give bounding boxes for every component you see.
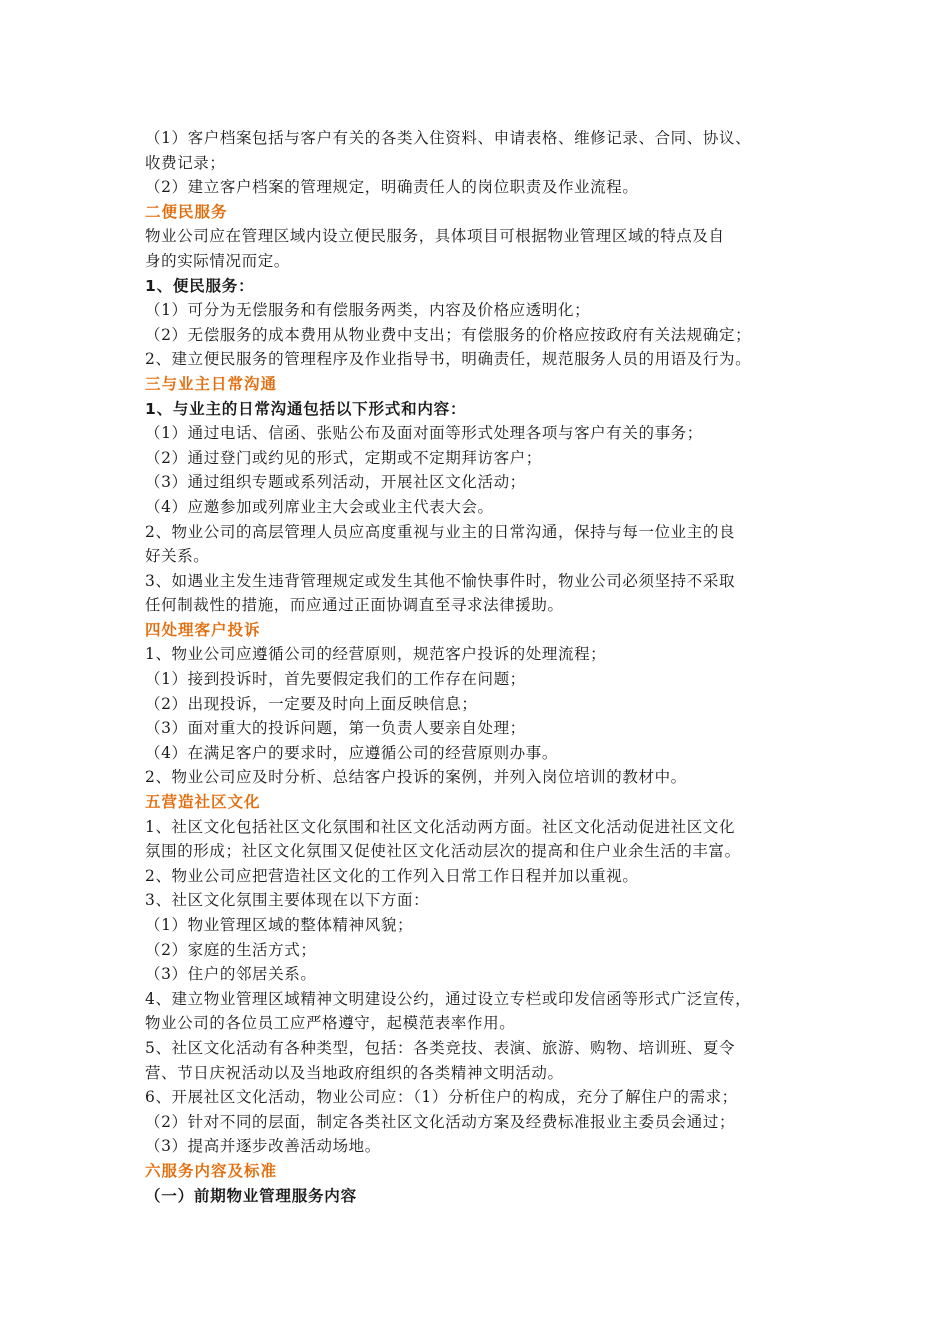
- paragraph-line: 营、节日庆祝活动以及当地政府组织的各类精神文明活动。: [145, 1063, 564, 1082]
- paragraph-line: 身的实际情况而定。: [145, 251, 290, 270]
- paragraph-line: 6、开展社区文化活动，物业公司应：（1）分析住户的构成，充分了解住户的需求；: [145, 1088, 738, 1107]
- paragraph-line: （2）无偿服务的成本费用从物业费中支出；有偿服务的价格应按政府有关法规确定；: [145, 325, 752, 344]
- subsection-heading: 1、与业主的日常沟通包括以下形式和内容：: [145, 399, 467, 418]
- paragraph-line: （3）提高并逐步改善活动场地。: [145, 1137, 381, 1156]
- section-heading: 三与业主日常沟通: [145, 374, 278, 393]
- paragraph-line: 2、物业公司的高层管理人员应高度重视与业主的日常沟通，保持与每一位业主的良: [145, 522, 736, 541]
- paragraph-line: （2）建立客户档案的管理规定，明确责任人的岗位职责及作业流程。: [145, 178, 639, 197]
- paragraph-line: 物业公司应在管理区域内设立便民服务，具体项目可根据物业管理区域的特点及自: [145, 227, 725, 246]
- paragraph-line: 氛围的形成；社区文化氛围又促使社区文化活动层次的提高和住户业余生活的丰富。: [145, 842, 741, 861]
- paragraph-line: （3）住户的邻居关系。: [145, 965, 317, 984]
- paragraph-line: （2）针对不同的层面，制定各类社区文化活动方案及经费标准报业主委员会通过；: [145, 1112, 736, 1131]
- section-heading: 五营造社区文化: [145, 793, 261, 812]
- paragraph-line: （3）面对重大的投诉问题，第一负责人要亲自处理；: [145, 719, 526, 738]
- paragraph-line: （4）在满足客户的要求时，应遵循公司的经营原则办事。: [145, 743, 558, 762]
- section-heading: 四处理客户投诉: [145, 620, 261, 639]
- paragraph-line: 好关系。: [145, 547, 210, 566]
- paragraph-line: （4）应邀参加或列席业主大会或业主代表大会。: [145, 497, 494, 516]
- paragraph-line: （1）接到投诉时，首先要假定我们的工作存在问题；: [145, 670, 526, 689]
- paragraph-line: 4、建立物业管理区域精神文明建设公约，通过设立专栏或印发信函等形式广泛宣传，: [145, 989, 752, 1008]
- paragraph-line: 物业公司的各位员工应严格遵守，起模范表率作用。: [145, 1014, 516, 1033]
- paragraph-line: 3、如遇业主发生违背管理规定或发生其他不愉快事件时，物业公司必须坚持不采取: [145, 571, 736, 590]
- section-heading: 六服务内容及标准: [145, 1161, 278, 1180]
- paragraph-line: （2）家庭的生活方式；: [145, 940, 317, 959]
- section-heading: 二便民服务: [145, 202, 228, 221]
- paragraph-line: 2、建立便民服务的管理程序及作业指导书，明确责任，规范服务人员的用语及行为。: [145, 350, 752, 369]
- paragraph-line: （3）通过组织专题或系列活动，开展社区文化活动；: [145, 473, 526, 492]
- paragraph-line: （1）客户档案包括与客户有关的各类入住资料、申请表格、维修记录、合同、协议、: [145, 129, 752, 147]
- paragraph-line: 1、社区文化包括社区文化氛围和社区文化活动两方面。社区文化活动促进社区文化: [145, 817, 736, 836]
- paragraph-line: 收费记录；: [145, 153, 226, 172]
- paragraph-line: （2）通过登门或约见的形式，定期或不定期拜访客户；: [145, 448, 542, 467]
- paragraph-line: 1、物业公司应遵循公司的经营原则，规范客户投诉的处理流程；: [145, 645, 607, 664]
- subsection-heading: （一）前期物业管理服务内容: [145, 1186, 357, 1205]
- paragraph-line: 2、物业公司应把营造社区文化的工作列入日常工作日程并加以重视。: [145, 866, 639, 885]
- paragraph-line: （2）出现投诉，一定要及时向上面反映信息；: [145, 694, 478, 713]
- subsection-heading: 1、便民服务：: [145, 276, 255, 295]
- paragraph-line: 任何制裁性的措施，而应通过正面协调直至寻求法律援助。: [145, 596, 564, 615]
- paragraph-line: 5、社区文化活动有各种类型，包括：各类竞技、表演、旅游、购物、培训班、夏令: [145, 1038, 736, 1057]
- paragraph-line: 2、物业公司应及时分析、总结客户投诉的案例，并列入岗位培训的教材中。: [145, 768, 687, 787]
- document-body: [145, 126, 825, 1208]
- paragraph-line: （1）通过电话、信函、张贴公布及面对面等形式处理各项与客户有关的事务；: [145, 424, 703, 443]
- paragraph-line: 3、社区文化氛围主要体现在以下方面：: [145, 891, 430, 910]
- paragraph-line: （1）可分为无偿服务和有偿服务两类，内容及价格应透明化；: [145, 301, 591, 320]
- paragraph-line: （1）物业管理区域的整体精神风貌；: [145, 916, 414, 934]
